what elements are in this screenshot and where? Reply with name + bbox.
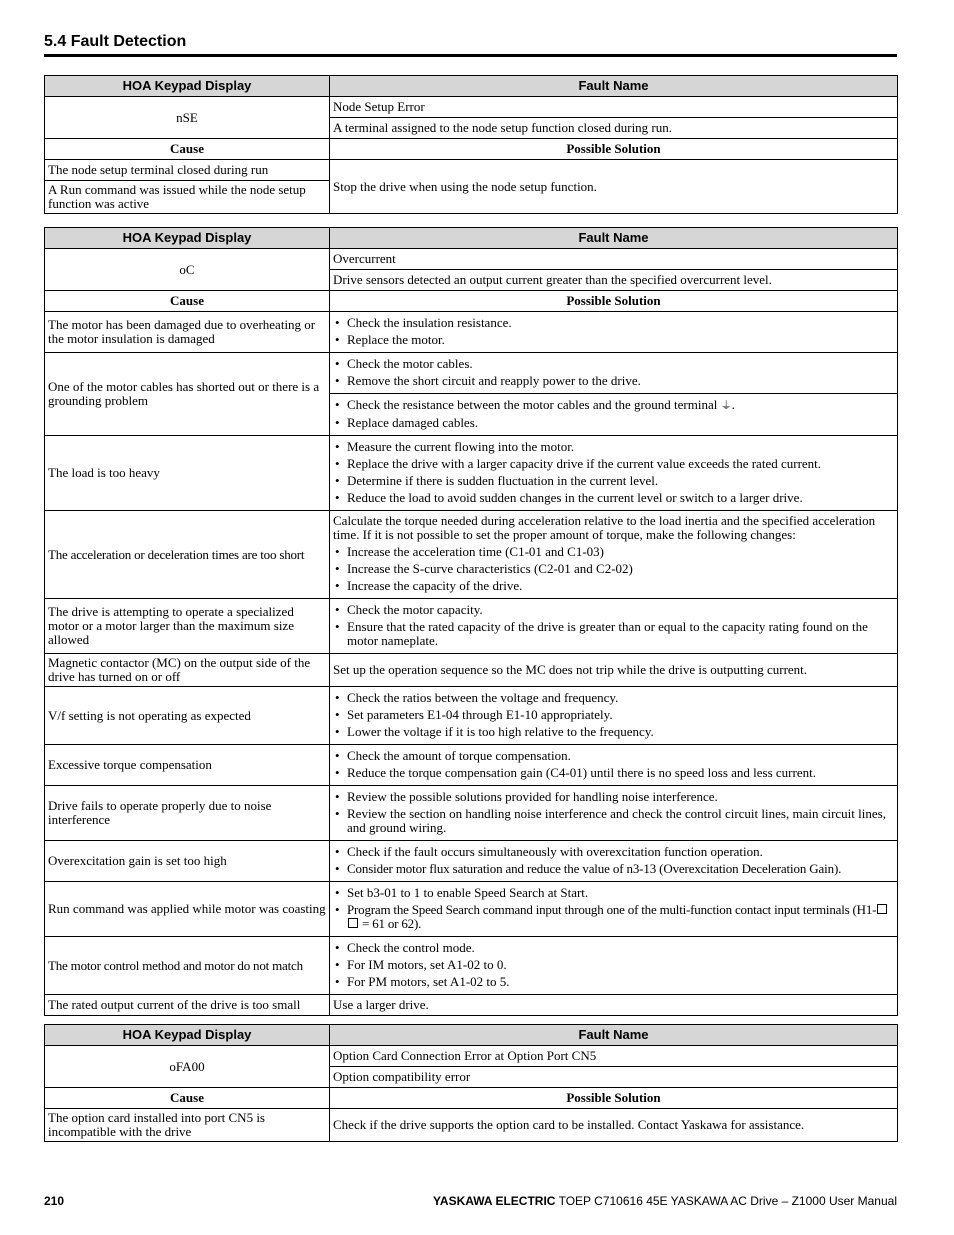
solution-item: • Measure the current flowing into the motor.: [333, 440, 894, 454]
possible-solution-header: Possible Solution: [330, 139, 898, 160]
solution-item: [333, 903, 894, 931]
solution-item: • Reduce the torque compensation gain (C4-01) until there is no speed loss and less current.: [333, 766, 894, 780]
fault-name-header: Fault Name: [330, 1025, 898, 1046]
fault-name: Node Setup Error: [330, 97, 898, 118]
fault-code: oFA00: [45, 1046, 330, 1088]
solution-item: • Increase the acceleration time (C1-01 and C1-03): [333, 545, 894, 559]
solution-item: • For PM motors, set A1-02 to 5.: [333, 975, 894, 989]
fault-table-ofa00: [44, 1024, 898, 1142]
solution-cell: [330, 937, 898, 995]
fault-name: Overcurrent: [330, 249, 898, 270]
solution-text: Program the Speed Search command input through one of the multi-function contact input terminals (H1-: [347, 902, 877, 917]
fault-table-nse: [44, 75, 898, 214]
cause-cell: The node setup terminal closed during run: [45, 160, 330, 181]
fault-code: oC: [45, 249, 330, 291]
solution-item: • Set b3-01 to 1 to enable Speed Search at Start.: [333, 886, 894, 900]
solution-item: • Increase the capacity of the drive.: [333, 579, 894, 593]
solution-item: • Determine if there is sudden fluctuation in the current level.: [333, 474, 894, 488]
placeholder-box-icon: [348, 918, 358, 928]
solution-cell: Use a larger drive.: [330, 995, 898, 1016]
cause-cell: Run command was applied while motor was coasting: [45, 882, 330, 937]
cause-cell: A Run command was issued while the node setup function was active: [45, 181, 330, 214]
solution-item: • Ensure that the rated capacity of the drive is greater than or equal to the capacity rating found on the motor nameplate.: [333, 620, 894, 648]
solution-cell: Set up the operation sequence so the MC does not trip while the drive is outputting current.: [330, 654, 898, 687]
solution-cell: [330, 882, 898, 937]
cause-cell: Overexcitation gain is set too high: [45, 841, 330, 882]
solution-item: • Replace the motor.: [333, 333, 894, 347]
page-number: 210: [44, 1194, 65, 1208]
placeholder-box-icon: [877, 904, 887, 914]
solution-item: • Replace the drive with a larger capacity drive if the current value exceeds the rated current.: [333, 457, 894, 471]
solution-cell: [330, 394, 898, 436]
solution-item: • Check the motor cables.: [333, 357, 894, 371]
fault-code: nSE: [45, 97, 330, 139]
footer-brand: YASKAWA ELECTRIC: [433, 1194, 556, 1208]
solution-item: • Increase the S-curve characteristics (C2-01 and C2-02): [333, 562, 894, 576]
ground-terminal-icon: ⏚: [720, 400, 732, 412]
solution-cell: [330, 353, 898, 394]
cause-cell: The drive is attempting to operate a specialized motor or a motor larger than the maximum size allowed: [45, 599, 330, 654]
solution-item: • Review the section on handling noise interference and check the control circuit lines, main circuit lines, and ground wiring.: [333, 807, 894, 835]
fault-name-header: Fault Name: [330, 76, 898, 97]
fault-name-header: Fault Name: [330, 228, 898, 249]
possible-solution-header: Possible Solution: [330, 1088, 898, 1109]
footer-doc-title: TOEP C710616 45E YASKAWA AC Drive – Z1000 User Manual: [558, 1194, 897, 1208]
fault-description: Option compatibility error: [330, 1067, 898, 1088]
solution-item: [333, 398, 894, 413]
fault-description: A terminal assigned to the node setup function closed during run.: [330, 118, 898, 139]
solution-intro: Calculate the torque needed during acceleration relative to the load inertia and the specified acceleration time. If it is not possible to set the proper amount of torque, make the following changes:: [333, 513, 876, 542]
solution-item: • Check the control mode.: [333, 941, 894, 955]
cause-cell: The load is too heavy: [45, 436, 330, 511]
solution-item: • Check the amount of torque compensation.: [333, 749, 894, 763]
solution-item: • Set parameters E1-04 through E1-10 appropriately.: [333, 708, 894, 722]
solution-text-end: .: [731, 397, 735, 412]
solution-cell: [330, 599, 898, 654]
cause-cell: The rated output current of the drive is too small: [45, 995, 330, 1016]
solution-cell: [330, 841, 898, 882]
solution-item: • Check the insulation resistance.: [333, 316, 894, 330]
cause-cell: The motor has been damaged due to overheating or the motor insulation is damaged: [45, 312, 330, 353]
solution-item: • Remove the short circuit and reapply power to the drive.: [333, 374, 894, 388]
solution-cell: [330, 687, 898, 745]
cause-cell: The acceleration or deceleration times are too short: [45, 511, 330, 599]
solution-item: • Check the motor capacity.: [333, 603, 894, 617]
solution-cell: [330, 511, 898, 599]
cause-cell: Excessive torque compensation: [45, 745, 330, 786]
solution-item: • Lower the voltage if it is too high relative to the frequency.: [333, 725, 894, 739]
hoa-keypad-display-header: HOA Keypad Display: [45, 76, 330, 97]
solution-item: • For IM motors, set A1-02 to 0.: [333, 958, 894, 972]
solution-item: • Replace damaged cables.: [333, 416, 894, 430]
solution-item: • Check the ratios between the voltage and frequency.: [333, 691, 894, 705]
solution-cell: Check if the drive supports the option card to be installed. Contact Yaskawa for assistance.: [330, 1109, 898, 1142]
hoa-keypad-display-header: HOA Keypad Display: [45, 1025, 330, 1046]
solution-item: • Review the possible solutions provided for handling noise interference.: [333, 790, 894, 804]
cause-cell: Drive fails to operate properly due to noise interference: [45, 786, 330, 841]
cause-cell: The motor control method and motor do not match: [45, 937, 330, 995]
cause-cell: V/f setting is not operating as expected: [45, 687, 330, 745]
solution-item: • Consider motor flux saturation and reduce the value of n3-13 (Overexcitation Deceleration Gain).: [333, 862, 894, 876]
solution-item: • Check if the fault occurs simultaneously with overexcitation function operation.: [333, 845, 894, 859]
hoa-keypad-display-header: HOA Keypad Display: [45, 228, 330, 249]
footer-doc-info: [433, 1194, 897, 1208]
solution-item: • Reduce the load to avoid sudden changes in the current level or switch to a larger drive.: [333, 491, 894, 505]
solution-cell: [330, 436, 898, 511]
solution-cell: [330, 312, 898, 353]
solution-cell: [330, 745, 898, 786]
section-title: 5.4 Fault Detection: [44, 33, 187, 50]
solution-text: Check the resistance between the motor cables and the ground terminal: [347, 397, 718, 412]
cause-cell: Magnetic contactor (MC) on the output side of the drive has turned on or off: [45, 654, 330, 687]
cause-header: Cause: [45, 1088, 330, 1109]
cause-cell: One of the motor cables has shorted out or there is a grounding problem: [45, 353, 330, 436]
cause-cell: The option card installed into port CN5 is incompatible with the drive: [45, 1109, 330, 1142]
solution-cell: [330, 786, 898, 841]
title-rule: [44, 54, 897, 57]
cause-header: Cause: [45, 139, 330, 160]
solution-cell: Stop the drive when using the node setup function.: [330, 160, 898, 214]
solution-text-end: = 61 or 62).: [359, 916, 422, 931]
fault-table-oc: [44, 227, 898, 1016]
fault-description: Drive sensors detected an output current greater than the specified overcurrent level.: [330, 270, 898, 291]
fault-name: Option Card Connection Error at Option Port CN5: [330, 1046, 898, 1067]
possible-solution-header: Possible Solution: [330, 291, 898, 312]
cause-header: Cause: [45, 291, 330, 312]
